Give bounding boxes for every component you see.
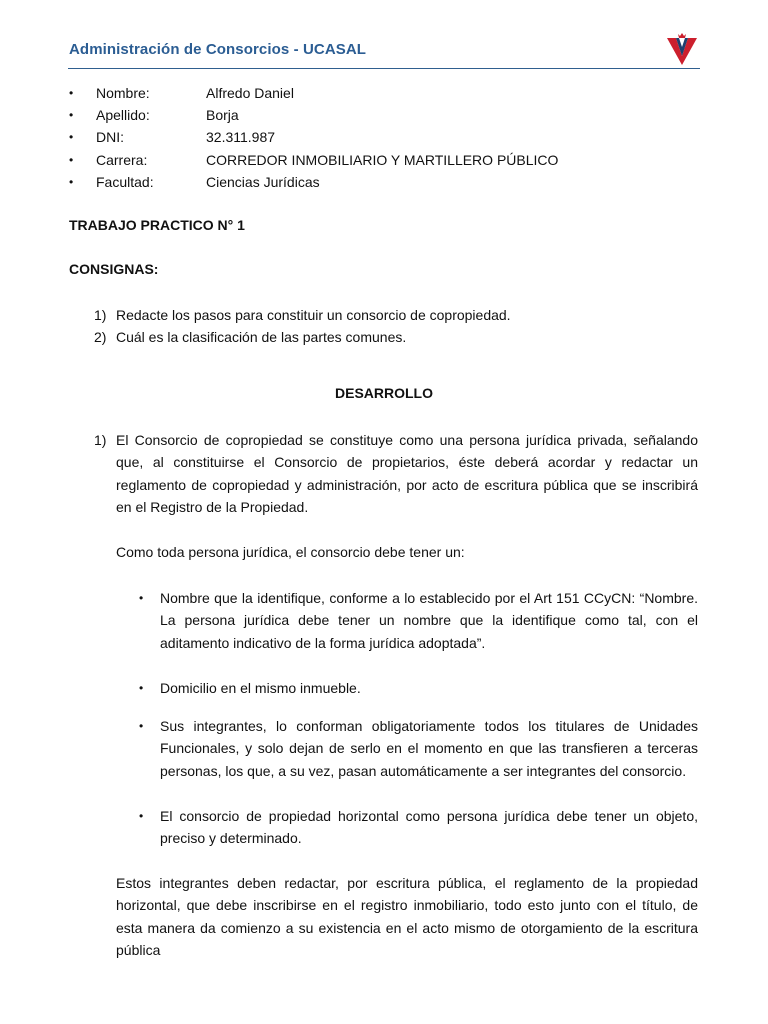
item-number: 2): [94, 329, 107, 345]
ucasal-logo-icon: [666, 32, 698, 66]
info-row-facultad: [69, 171, 709, 193]
info-value: Alfredo Daniel: [206, 85, 294, 101]
info-label: Apellido:: [96, 107, 150, 124]
info-row-apellido: [69, 104, 709, 126]
bullet-icon: •: [139, 809, 144, 823]
info-label: Carrera:: [96, 151, 148, 168]
document-header: [68, 30, 700, 69]
bullet-icon: •: [69, 86, 74, 100]
bullet-icon: •: [139, 719, 144, 733]
info-value: CORREDOR INMOBILIARIO Y MARTILLERO PÚBLICO: [206, 151, 559, 168]
tp-title: TRABAJO PRACTICO N° 1: [69, 217, 245, 233]
bullet-icon: •: [69, 174, 74, 189]
info-row-carrera: [69, 149, 709, 171]
info-label: Facultad:: [96, 173, 154, 190]
desarrollo-closing-paragraph: Estos integrantes deben redactar, por escritura pública, el reglamento de la propiedad horizontal, que debe inscribirse en el registro inmobiliario, todo esto junto con el título, de esta manera da comienzo a su existencia en el acto mismo de otorgamiento de la escritura pública: [116, 875, 698, 959]
bullet-icon: •: [69, 130, 74, 145]
info-row-nombre: [69, 82, 709, 104]
info-value: Ciencias Jurídicas: [206, 173, 320, 190]
desarrollo-intro: Como toda persona jurídica, el consorcio debe tener un:: [116, 544, 465, 560]
info-value: 32.311.987: [206, 129, 276, 146]
desarrollo-bullet: Domicilio en el mismo inmueble.: [160, 680, 361, 696]
info-row-dni: [69, 126, 709, 148]
item-text: Cuál es la clasificación de las partes comunes.: [116, 329, 407, 345]
bullet-icon: •: [139, 681, 144, 695]
desarrollo-title: DESARROLLO: [335, 385, 433, 401]
desarrollo-paragraph-1: El Consorcio de copropiedad se constituye como una persona jurídica privada, señalando que, al constituirse el Consorcio de propietarios, éste deberá acordar y redactar un reglamento de copropiedad y administración, por acto de escritura pública que se inscribirá en el Registro de la Propiedad.: [116, 432, 698, 516]
info-value: Borja: [206, 107, 239, 124]
bullet-icon: •: [69, 152, 74, 167]
item-number: 1): [94, 432, 107, 448]
bullet-icon: •: [69, 108, 74, 123]
item-text: Redacte los pasos para constituir un consorcio de copropiedad.: [116, 307, 511, 323]
desarrollo-bullet: Nombre que la identifique, conforme a lo establecido por el Art 151 CCyCN: “Nombre. La persona jurídica debe tener un nombre que la identifique como tal, con el aditamento indicativo de la forma jurídica adoptada”.: [160, 590, 698, 651]
item-number: 1): [94, 307, 107, 323]
desarrollo-bullet: Sus integrantes, lo conforman obligatoriamente todos los titulares de Unidades Funcionales, y solo dejan de serlo en el momento en que las transfieren a terceras personas, los que, a su vez, pasan automáticamente a ser integrantes del consorcio.: [160, 718, 698, 779]
desarrollo-bullet: El consorcio de propiedad horizontal como persona jurídica debe tener un objeto, preciso y determinado.: [160, 808, 698, 847]
info-label: Nombre:: [96, 85, 150, 101]
info-label: DNI:: [96, 129, 124, 146]
bullet-icon: •: [139, 591, 144, 605]
student-info-list: [69, 82, 709, 193]
header-title: Administración de Consorcios - UCASAL: [69, 41, 367, 58]
consignas-title: CONSIGNAS:: [69, 261, 159, 277]
